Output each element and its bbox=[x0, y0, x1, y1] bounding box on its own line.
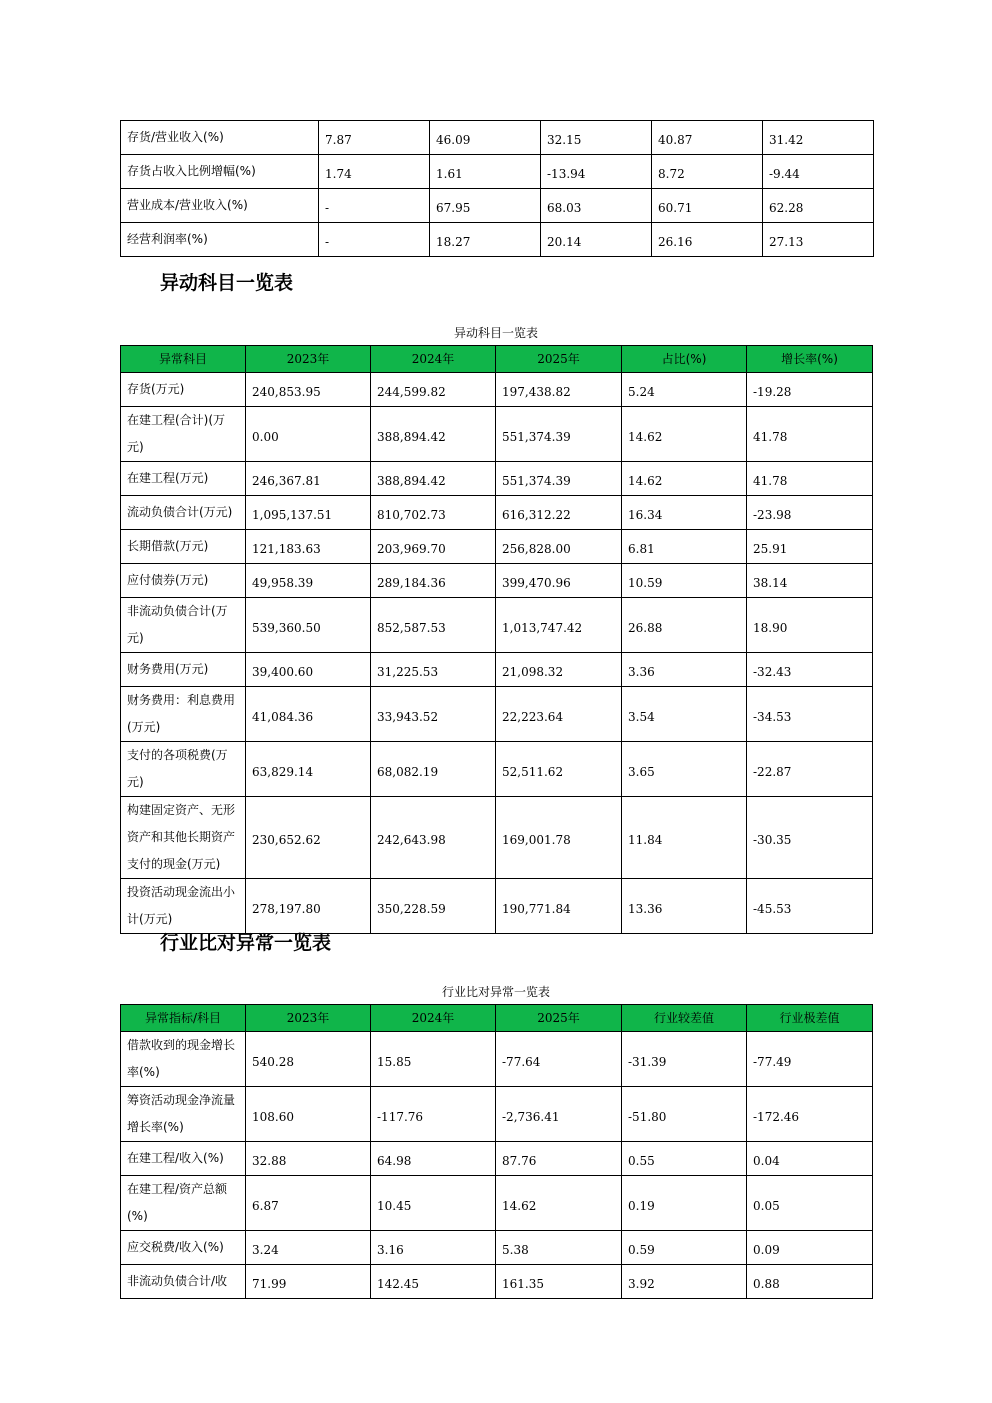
cell: 68.03 bbox=[541, 189, 652, 223]
table-row bbox=[121, 530, 873, 564]
table-row bbox=[121, 1231, 873, 1265]
cell: 852,587.53 bbox=[371, 598, 496, 653]
cell: 551,374.39 bbox=[496, 462, 622, 496]
cell: -31.39 bbox=[622, 1032, 747, 1087]
cell: 1,013,747.42 bbox=[496, 598, 622, 653]
row-label: 在建工程/资产总额(%) bbox=[121, 1176, 246, 1231]
row-label: 经营利润率(%) bbox=[121, 223, 319, 257]
cell: -77.64 bbox=[496, 1032, 622, 1087]
cell: 67.95 bbox=[430, 189, 541, 223]
row-label: 长期借款(万元) bbox=[121, 530, 246, 564]
table-row bbox=[121, 1087, 873, 1142]
cell: 242,643.98 bbox=[371, 797, 496, 879]
table-row bbox=[121, 155, 874, 189]
cell: - bbox=[319, 189, 430, 223]
cell: 540.28 bbox=[246, 1032, 371, 1087]
cell: 63,829.14 bbox=[246, 742, 371, 797]
cell: 87.76 bbox=[496, 1142, 622, 1176]
cell: 230,652.62 bbox=[246, 797, 371, 879]
cell: -51.80 bbox=[622, 1087, 747, 1142]
table-row bbox=[121, 407, 873, 462]
cell: 108.60 bbox=[246, 1087, 371, 1142]
table-row bbox=[121, 598, 873, 653]
cell: 18.90 bbox=[747, 598, 873, 653]
cell: 32.88 bbox=[246, 1142, 371, 1176]
table-row bbox=[121, 564, 873, 598]
row-label: 应付债券(万元) bbox=[121, 564, 246, 598]
cell: 289,184.36 bbox=[371, 564, 496, 598]
cell: 32.15 bbox=[541, 121, 652, 155]
cell: 41,084.36 bbox=[246, 687, 371, 742]
cell: 49,958.39 bbox=[246, 564, 371, 598]
cell: 278,197.80 bbox=[246, 879, 371, 934]
section-heading: 异动科目一览表 bbox=[160, 272, 294, 294]
anomaly-subjects-table bbox=[120, 345, 873, 934]
cell: 6.81 bbox=[622, 530, 747, 564]
table-row bbox=[121, 687, 873, 742]
cell: 551,374.39 bbox=[496, 407, 622, 462]
row-label: 在建工程(合计)(万元) bbox=[121, 407, 246, 462]
cell: -45.53 bbox=[747, 879, 873, 934]
cell: 5.24 bbox=[622, 373, 747, 407]
row-label: 筹资活动现金净流量增长率(%) bbox=[121, 1087, 246, 1142]
cell: -13.94 bbox=[541, 155, 652, 189]
cell: 3.36 bbox=[622, 653, 747, 687]
row-label: 非流动负债合计/收 bbox=[121, 1265, 246, 1299]
column-header: 异常科目 bbox=[121, 346, 246, 373]
cell: -23.98 bbox=[747, 496, 873, 530]
cell: 3.24 bbox=[246, 1231, 371, 1265]
cell: 14.62 bbox=[622, 462, 747, 496]
cell: 350,228.59 bbox=[371, 879, 496, 934]
cell: 40.87 bbox=[652, 121, 763, 155]
cell: 3.92 bbox=[622, 1265, 747, 1299]
column-header: 异常指标/科目 bbox=[121, 1005, 246, 1032]
table-row bbox=[121, 653, 873, 687]
cell: 14.62 bbox=[622, 407, 747, 462]
industry-comparison-table bbox=[120, 1004, 873, 1299]
cell: 3.54 bbox=[622, 687, 747, 742]
cell: 33,943.52 bbox=[371, 687, 496, 742]
cell: 1.61 bbox=[430, 155, 541, 189]
cell: 62.28 bbox=[763, 189, 874, 223]
cell: 41.78 bbox=[747, 462, 873, 496]
cell: 0.09 bbox=[747, 1231, 873, 1265]
row-label: 流动负债合计(万元) bbox=[121, 496, 246, 530]
row-label: 应交税费/收入(%) bbox=[121, 1231, 246, 1265]
cell: 8.72 bbox=[652, 155, 763, 189]
table-row bbox=[121, 496, 873, 530]
column-header: 2025年 bbox=[496, 1005, 622, 1032]
table-row bbox=[121, 223, 874, 257]
row-label: 营业成本/营业收入(%) bbox=[121, 189, 319, 223]
cell: 388,894.42 bbox=[371, 462, 496, 496]
cell: 20.14 bbox=[541, 223, 652, 257]
cell: 31,225.53 bbox=[371, 653, 496, 687]
cell: 244,599.82 bbox=[371, 373, 496, 407]
cell: 121,183.63 bbox=[246, 530, 371, 564]
cell: 6.87 bbox=[246, 1176, 371, 1231]
cell: 60.71 bbox=[652, 189, 763, 223]
cell: 0.59 bbox=[622, 1231, 747, 1265]
cell: 142.45 bbox=[371, 1265, 496, 1299]
cell: 3.65 bbox=[622, 742, 747, 797]
cell: 0.88 bbox=[747, 1265, 873, 1299]
cell: 15.85 bbox=[371, 1032, 496, 1087]
cell: 18.27 bbox=[430, 223, 541, 257]
cell: 169,001.78 bbox=[496, 797, 622, 879]
cell: 0.55 bbox=[622, 1142, 747, 1176]
cell: 0.05 bbox=[747, 1176, 873, 1231]
column-header: 2024年 bbox=[371, 1005, 496, 1032]
cell: 22,223.64 bbox=[496, 687, 622, 742]
row-label: 存货占收入比例增幅(%) bbox=[121, 155, 319, 189]
cell: 26.16 bbox=[652, 223, 763, 257]
row-label: 借款收到的现金增长率(%) bbox=[121, 1032, 246, 1087]
cell: 21,098.32 bbox=[496, 653, 622, 687]
cell: -172.46 bbox=[747, 1087, 873, 1142]
column-header: 2024年 bbox=[371, 346, 496, 373]
top-ratio-table bbox=[120, 120, 874, 257]
cell: 1.74 bbox=[319, 155, 430, 189]
table-row bbox=[121, 797, 873, 879]
cell: 64.98 bbox=[371, 1142, 496, 1176]
cell: 1,095,137.51 bbox=[246, 496, 371, 530]
cell: - bbox=[319, 223, 430, 257]
table-row bbox=[121, 189, 874, 223]
column-header: 行业极差值 bbox=[747, 1005, 873, 1032]
table-row bbox=[121, 373, 873, 407]
cell: 197,438.82 bbox=[496, 373, 622, 407]
cell: 399,470.96 bbox=[496, 564, 622, 598]
cell: -117.76 bbox=[371, 1087, 496, 1142]
row-label: 在建工程/收入(%) bbox=[121, 1142, 246, 1176]
cell: 616,312.22 bbox=[496, 496, 622, 530]
table-row bbox=[121, 1142, 873, 1176]
cell: -19.28 bbox=[747, 373, 873, 407]
column-header: 2023年 bbox=[246, 346, 371, 373]
row-label: 存货/营业收入(%) bbox=[121, 121, 319, 155]
row-label: 财务费用：利息费用(万元) bbox=[121, 687, 246, 742]
row-label: 非流动负债合计(万元) bbox=[121, 598, 246, 653]
row-label: 在建工程(万元) bbox=[121, 462, 246, 496]
cell: 3.16 bbox=[371, 1231, 496, 1265]
column-header: 2025年 bbox=[496, 346, 622, 373]
cell: 5.38 bbox=[496, 1231, 622, 1265]
column-header: 占比(%) bbox=[622, 346, 747, 373]
cell: 0.04 bbox=[747, 1142, 873, 1176]
row-label: 投资活动现金流出小计(万元) bbox=[121, 879, 246, 934]
cell: 203,969.70 bbox=[371, 530, 496, 564]
header-row bbox=[121, 346, 873, 373]
row-label: 财务费用(万元) bbox=[121, 653, 246, 687]
cell: 10.59 bbox=[622, 564, 747, 598]
row-label: 存货(万元) bbox=[121, 373, 246, 407]
cell: 161.35 bbox=[496, 1265, 622, 1299]
cell: -2,736.41 bbox=[496, 1087, 622, 1142]
cell: 71.99 bbox=[246, 1265, 371, 1299]
cell: 10.45 bbox=[371, 1176, 496, 1231]
cell: -32.43 bbox=[747, 653, 873, 687]
cell: 14.62 bbox=[496, 1176, 622, 1231]
column-header: 增长率(%) bbox=[747, 346, 873, 373]
table-row bbox=[121, 121, 874, 155]
cell: 240,853.95 bbox=[246, 373, 371, 407]
cell: 13.36 bbox=[622, 879, 747, 934]
table-caption: 异动科目一览表 bbox=[453, 326, 538, 340]
cell: 46.09 bbox=[430, 121, 541, 155]
cell: 38.14 bbox=[747, 564, 873, 598]
column-header: 2023年 bbox=[246, 1005, 371, 1032]
cell: 539,360.50 bbox=[246, 598, 371, 653]
header-row bbox=[121, 1005, 873, 1032]
cell: 810,702.73 bbox=[371, 496, 496, 530]
cell: 0.19 bbox=[622, 1176, 747, 1231]
cell: 27.13 bbox=[763, 223, 874, 257]
cell: 190,771.84 bbox=[496, 879, 622, 934]
cell: -30.35 bbox=[747, 797, 873, 879]
cell: 7.87 bbox=[319, 121, 430, 155]
cell: 68,082.19 bbox=[371, 742, 496, 797]
cell: 25.91 bbox=[747, 530, 873, 564]
table-row bbox=[121, 1265, 873, 1299]
section-heading: 行业比对异常一览表 bbox=[160, 932, 332, 954]
cell: -22.87 bbox=[747, 742, 873, 797]
cell: 246,367.81 bbox=[246, 462, 371, 496]
cell: 52,511.62 bbox=[496, 742, 622, 797]
cell: 0.00 bbox=[246, 407, 371, 462]
row-label: 支付的各项税费(万元) bbox=[121, 742, 246, 797]
cell: 11.84 bbox=[622, 797, 747, 879]
cell: -34.53 bbox=[747, 687, 873, 742]
table-row bbox=[121, 462, 873, 496]
cell: 26.88 bbox=[622, 598, 747, 653]
table-row bbox=[121, 742, 873, 797]
row-label: 构建固定资产、无形资产和其他长期资产支付的现金(万元) bbox=[121, 797, 246, 879]
cell: 256,828.00 bbox=[496, 530, 622, 564]
cell: 388,894.42 bbox=[371, 407, 496, 462]
cell: 16.34 bbox=[622, 496, 747, 530]
cell: 41.78 bbox=[747, 407, 873, 462]
table-row bbox=[121, 1032, 873, 1087]
cell: -77.49 bbox=[747, 1032, 873, 1087]
cell: 39,400.60 bbox=[246, 653, 371, 687]
table-row bbox=[121, 1176, 873, 1231]
column-header: 行业较差值 bbox=[622, 1005, 747, 1032]
table-row bbox=[121, 879, 873, 934]
cell: 31.42 bbox=[763, 121, 874, 155]
table-caption: 行业比对异常一览表 bbox=[441, 985, 550, 999]
cell: -9.44 bbox=[763, 155, 874, 189]
